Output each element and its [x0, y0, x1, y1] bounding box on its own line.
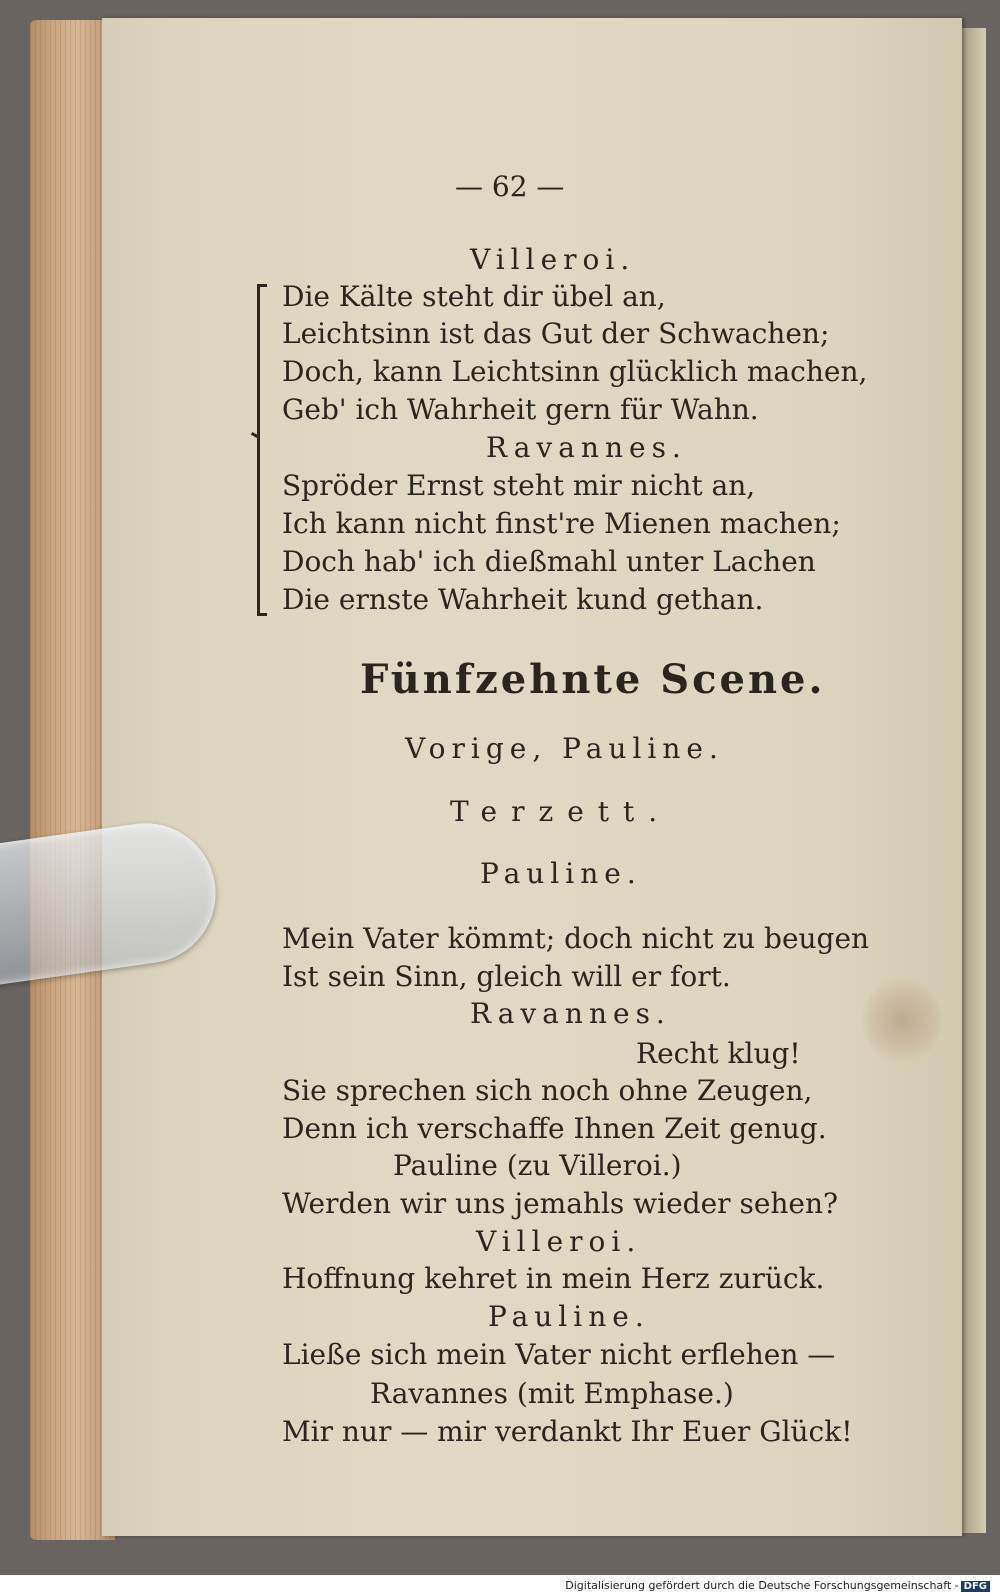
- verse-line: Werden wir uns jemahls wieder sehen?: [282, 1187, 839, 1220]
- verse-line: Mein Vater kömmt; doch nicht zu beugen: [282, 922, 870, 955]
- dfg-logo: DFG: [961, 1581, 990, 1592]
- interjection: Recht klug!: [636, 1037, 801, 1070]
- verse-line: Hoffnung kehret in mein Herz zurück.: [282, 1262, 825, 1295]
- verse-line: Sie sprechen sich noch ohne Zeugen,: [282, 1074, 813, 1107]
- speaker-ravannes: Ravannes.: [486, 431, 687, 464]
- footer-credit: [565, 1579, 990, 1592]
- speaker-ravannes-direction: Ravannes (mit Emphase.): [370, 1377, 734, 1410]
- footer-text: Digitalisierung gefördert durch die Deutsche Forschungsgemeinschaft -: [565, 1579, 959, 1592]
- verse-brace: [257, 284, 274, 616]
- verse-line: Ließe sich mein Vater nicht erflehen —: [282, 1338, 836, 1371]
- verse-line: Doch, kann Leichtsinn glücklich machen,: [282, 355, 868, 388]
- verse-line: Ist sein Sinn, gleich will er fort.: [282, 960, 731, 993]
- verse-line: Mir nur — mir verdankt Ihr Euer Glück!: [282, 1415, 853, 1448]
- speaker-ravannes: Ravannes.: [470, 997, 671, 1030]
- scene-cast: Vorige, Pauline.: [405, 732, 724, 765]
- paper-stain: [862, 978, 942, 1063]
- verse-line: Ich kann nicht finst're Mienen machen;: [282, 507, 841, 540]
- next-page-edge: [962, 28, 986, 1533]
- verse-line: Geb' ich Wahrheit gern für Wahn.: [282, 393, 759, 426]
- verse-line: Spröder Ernst steht mir nicht an,: [282, 469, 756, 502]
- verse-line: Die ernste Wahrheit kund gethan.: [282, 583, 764, 616]
- verse-line: Denn ich verschaffe Ihnen Zeit genug.: [282, 1112, 827, 1145]
- scene-type: Terzett.: [450, 795, 672, 828]
- speaker-pauline: Pauline.: [480, 857, 642, 890]
- page-number: — 62 —: [455, 170, 565, 203]
- verse-line: Leichtsinn ist das Gut der Schwachen;: [282, 317, 830, 350]
- verse-line: Die Kälte steht dir übel an,: [282, 280, 666, 313]
- scene-heading: Fünfzehnte Scene.: [360, 656, 826, 703]
- speaker-villeroi: Villeroi.: [470, 243, 636, 276]
- verse-line: Doch hab' ich dießmahl unter Lachen: [282, 545, 816, 578]
- speaker-pauline-direction: Pauline (zu Villeroi.): [393, 1149, 682, 1182]
- speaker-pauline: Pauline.: [488, 1300, 650, 1333]
- speaker-villeroi: Villeroi.: [476, 1225, 642, 1258]
